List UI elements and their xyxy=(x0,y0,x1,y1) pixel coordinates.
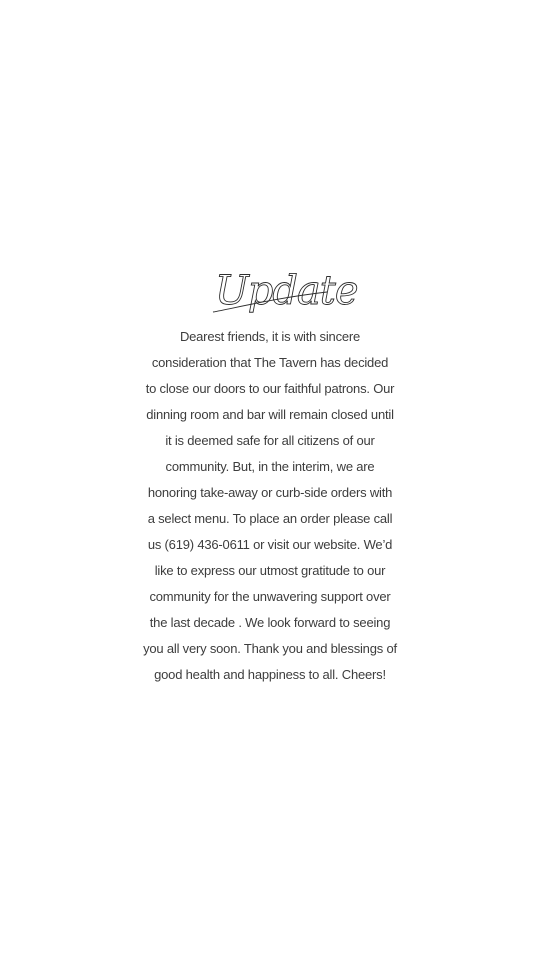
message-line: like to express our utmost gratitude to our xyxy=(154,563,386,578)
message-line: Dearest friends, it is with sincere xyxy=(179,329,361,344)
message-line: consideration that The Tavern has decided xyxy=(151,355,389,370)
message-line: good health and happiness to all. Cheers! xyxy=(154,667,386,682)
message-line: honoring take-away or curb-side orders with xyxy=(147,485,393,500)
update-script-title xyxy=(205,262,358,324)
page-title: Update xyxy=(215,268,358,314)
message-line: it is deemed safe for all citizens of our xyxy=(165,433,375,448)
message-line-phone: us (619) 436-0611 or visit our website. We’d xyxy=(147,537,393,552)
message-line: to close our doors to our faithful patrons. Our xyxy=(145,381,395,396)
message-line: a select menu. To place an order please call xyxy=(147,511,393,526)
message-line: the last decade . We look forward to seeing xyxy=(149,615,391,630)
message-line: community. But, in the interim, we are xyxy=(165,459,375,474)
update-notice xyxy=(0,262,540,688)
message-line: dinning room and bar will remain closed until xyxy=(146,407,394,422)
message-line: you all very soon. Thank you and blessings of xyxy=(143,641,397,656)
title-script xyxy=(205,262,358,324)
notice-message xyxy=(140,324,400,688)
message-line: community for the unwavering support over xyxy=(149,589,391,604)
